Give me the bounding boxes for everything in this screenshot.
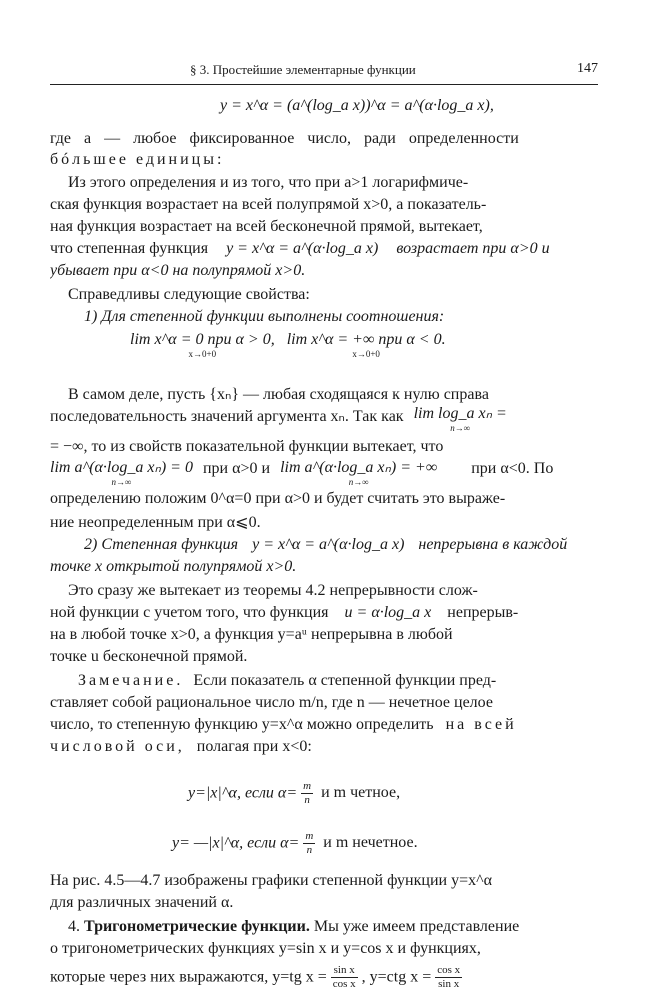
property-heading: 1) Для степенной функции выполнены соотношения:: [84, 308, 445, 325]
text-line: ская функция возрастает на всей полупрямой x>0, а показатель-: [50, 196, 487, 213]
text-span: при α<0. По: [471, 460, 554, 477]
limit-expr: lim x^α = +∞ при α < 0.: [286, 331, 446, 348]
fraction-m-n: [301, 780, 313, 807]
denominator: sin x: [438, 978, 460, 988]
limit-exp: [50, 460, 193, 487]
text-span: Мы уже имеем представление: [313, 918, 520, 935]
formula-inline: y = x^α = a^(α·log_a x): [226, 240, 379, 257]
text-line: Из этого определения и из того, что при a>1 логарифмиче-: [68, 174, 469, 191]
text-line: [50, 240, 550, 258]
running-header: [50, 58, 598, 85]
formula-inline: u = α·log_a x: [344, 604, 432, 621]
text-span: на всей: [445, 716, 517, 733]
fraction-ctg: [435, 964, 462, 988]
fraction-tg: [331, 964, 358, 988]
denominator: n: [306, 844, 313, 857]
text-span: 4.: [68, 918, 80, 935]
text-line: [50, 716, 517, 734]
subsection-title: Тригонометрические функции.: [84, 918, 310, 935]
limit-sub: x→0+0: [188, 349, 217, 359]
text-span: непрерывна в каждой: [418, 536, 568, 553]
text-line: бóльшее единицы:: [50, 151, 225, 168]
text-span: Если показатель α степенной функции пред-: [193, 672, 497, 689]
text-span: при α>0 и: [202, 460, 271, 477]
text-line: [50, 460, 553, 487]
denominator: n: [304, 794, 310, 807]
text-span: числовой оси,: [50, 738, 185, 755]
numerator: sin x: [331, 964, 358, 978]
text-line: для различных значений α.: [50, 894, 234, 911]
formula-inline: y = x^α = a^(α·log_a x): [252, 536, 405, 553]
limit-right: [130, 332, 275, 359]
limit-exp: [280, 460, 437, 487]
text-line: точке x открытой полупрямой x>0.: [50, 558, 297, 575]
limit-sub: n→∞: [450, 423, 471, 433]
formula-even: [188, 780, 400, 807]
text-line: = −∞, то из свойств показательной функции вытекает, что: [50, 438, 444, 455]
text-line: о тригонометрических функциях y=sin x и y=cos x и функциях,: [50, 940, 481, 957]
limit-log: [414, 406, 507, 433]
limit-expr: lim log_a xₙ =: [413, 405, 507, 422]
text-line: на в любой точке x>0, а функция y=aᵘ непрерывна в любой: [50, 626, 453, 643]
text-span: полагая при x<0:: [196, 738, 312, 755]
text-line: [50, 604, 518, 622]
text-line: [84, 536, 567, 554]
text-line: убывает при α<0 на полупрямой x>0.: [50, 262, 306, 279]
numerator: cos x: [435, 964, 462, 978]
text-line: Справедливы следующие свойства:: [68, 286, 310, 303]
text-line: где a — любое фиксированное число, ради определенности: [50, 130, 519, 147]
formula-power-def: y = x^α = (a^(log_a x))^α = a^(α·log_a x),: [220, 97, 494, 114]
text-span: что степенная функция: [50, 240, 209, 257]
remark-label: Замечание.: [78, 672, 184, 689]
text-line: На рис. 4.5—4.7 изображены графики степенной функции y=x^α: [50, 872, 492, 889]
text-span: , y=ctg x =: [361, 968, 432, 986]
denominator: cos x: [332, 978, 356, 988]
fraction-m-n: [303, 830, 315, 857]
page-number: 147: [577, 61, 598, 76]
text-span: y= —|x|^α, если α=: [172, 834, 300, 852]
text-line: [50, 406, 507, 433]
section-title: § 3. Простейшие элементарные функции: [190, 62, 416, 77]
text-span: которые через них выражаются, y=tg x =: [50, 968, 327, 986]
text-span: 2) Степенная функция: [84, 536, 239, 553]
text-span: ной функции с учетом того, что функция: [50, 604, 329, 621]
text-line: [68, 918, 519, 936]
numerator: m: [303, 830, 315, 844]
text-span: и m четное,: [321, 784, 401, 802]
limit-expr: lim a^(α·log_a xₙ) = +∞: [280, 459, 438, 476]
limit-sub: n→∞: [348, 477, 369, 487]
formula-odd: [172, 830, 418, 857]
text-span: число, то степенную функцию y=x^α можно определить: [50, 716, 434, 733]
text-line: [50, 964, 462, 988]
formula-limits: [130, 332, 446, 359]
limit-sub: n→∞: [111, 477, 132, 487]
text-line: ние неопределенным при α⩽0.: [50, 514, 261, 531]
limit-right: [287, 332, 446, 359]
text-line: определению положим 0^α=0 при α>0 и будет считать это выраже-: [50, 490, 506, 507]
text-line: Это сразу же вытекает из теоремы 4.2 непрерывности слож-: [68, 582, 478, 599]
text-span: y=|x|^α, если α=: [188, 784, 298, 802]
text-span: и m нечетное.: [323, 834, 418, 852]
text-span: непрерыв-: [447, 604, 519, 621]
text-line: В самом деле, пусть {xₙ} — любая сходящаяся к нулю справа: [68, 386, 489, 403]
limit-sub: x→0+0: [352, 349, 380, 359]
text-line: точке u бесконечной прямой.: [50, 648, 248, 665]
text-line: ная функция возрастает на всей бесконечной прямой, вытекает,: [50, 218, 483, 235]
limit-expr: lim x^α = 0 при α > 0,: [130, 331, 275, 348]
text-line: [78, 672, 496, 690]
numerator: m: [301, 780, 313, 794]
book-page: [50, 58, 598, 988]
limit-expr: lim a^(α·log_a xₙ) = 0: [50, 459, 193, 476]
text-line: [50, 738, 312, 756]
text-span: возрастает при α>0 и: [396, 240, 550, 257]
text-span: последовательность значений аргумента xₙ. Так как: [50, 408, 404, 425]
text-line: ставляет собой рациональное число m/n, где n — нечетное целое: [50, 694, 493, 711]
